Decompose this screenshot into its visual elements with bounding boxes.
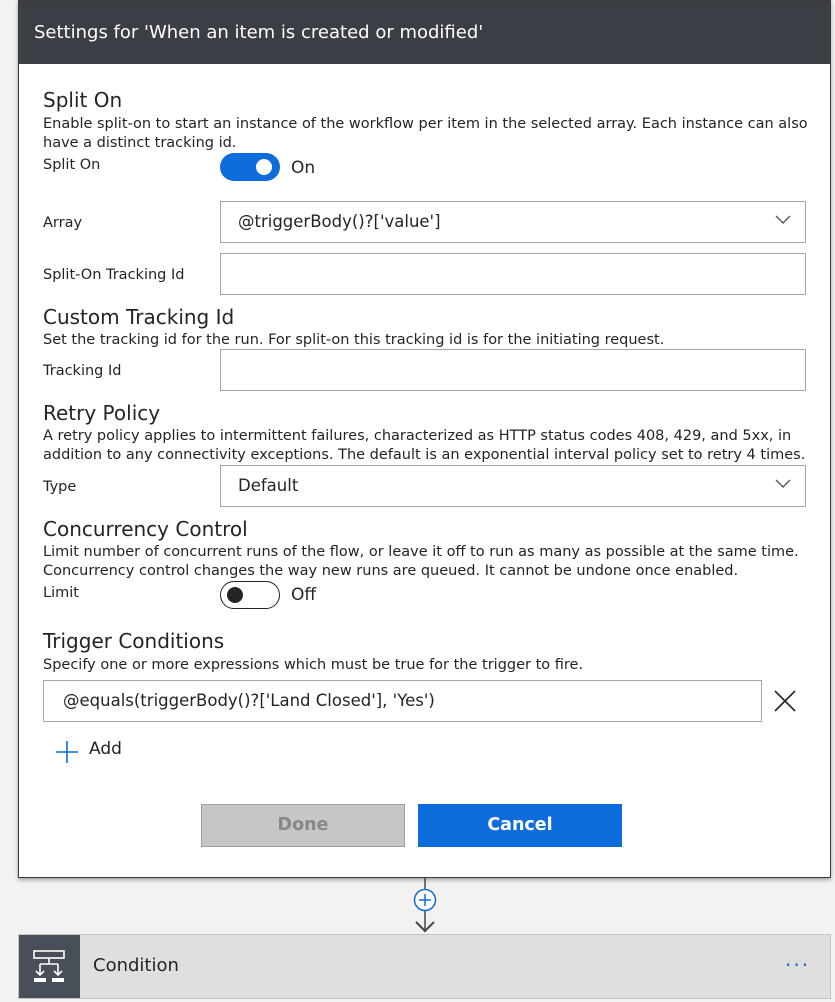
retry-type-value: Default <box>238 476 299 495</box>
toggle-knob <box>227 587 243 603</box>
plus-icon <box>55 740 79 764</box>
tracking-id-input[interactable] <box>220 349 806 391</box>
split-on-heading: Split On <box>43 88 123 112</box>
chevron-down-icon <box>775 215 791 225</box>
trigger-condition-value: @equals(triggerBody()?['Land Closed'], 'Yes') <box>63 691 435 710</box>
retry-type-dropdown[interactable] <box>220 465 806 507</box>
trigger-condition-input[interactable] <box>43 680 762 722</box>
tracking-id-label: Tracking Id <box>43 363 122 379</box>
done-button[interactable]: Done <box>201 804 405 847</box>
retry-policy-heading: Retry Policy <box>43 401 161 425</box>
custom-tracking-heading: Custom Tracking Id <box>43 305 235 329</box>
settings-panel <box>18 0 831 878</box>
cancel-button[interactable]: Cancel <box>418 804 622 847</box>
trigger-conditions-description: Specify one or more expressions which must be true for the trigger to fire. <box>43 657 584 673</box>
insert-step-connector[interactable] <box>410 878 440 936</box>
condition-branch-icon <box>19 935 80 998</box>
close-icon[interactable] <box>773 689 797 713</box>
split-on-toggle-label: Split On <box>43 157 101 173</box>
toggle-knob <box>256 159 272 175</box>
concurrency-heading: Concurrency Control <box>43 517 248 541</box>
condition-icon <box>19 935 80 998</box>
panel-header: Settings for 'When an item is created or modified' <box>19 1 830 64</box>
limit-toggle[interactable] <box>220 581 280 609</box>
limit-toggle-state: Off <box>291 585 317 605</box>
array-value: @triggerBody()?['value'] <box>238 212 441 231</box>
add-condition-label: Add <box>89 739 122 759</box>
condition-title: Condition <box>93 955 179 976</box>
split-on-toggle[interactable] <box>220 153 280 181</box>
array-dropdown[interactable] <box>220 201 806 243</box>
split-on-description: Enable split-on to start an instance of the workflow per item in the selected array. Each instance can also have a distinct tracking id. <box>43 116 808 151</box>
custom-tracking-description: Set the tracking id for the run. For split-on this tracking id is for the initiating request. <box>43 332 665 348</box>
more-options-icon[interactable]: ··· <box>785 953 811 977</box>
chevron-down-icon <box>775 479 791 489</box>
split-on-tracking-label: Split-On Tracking Id <box>43 267 185 283</box>
array-label: Array <box>43 215 83 231</box>
split-on-tracking-input[interactable] <box>220 253 806 295</box>
split-on-toggle-state: On <box>291 158 316 178</box>
limit-label: Limit <box>43 585 79 601</box>
trigger-conditions-heading: Trigger Conditions <box>43 629 225 653</box>
concurrency-description: Limit number of concurrent runs of the flow, or leave it off to run as many as possible at the same time. Concurrency control changes the way new runs are queued. It cannot be undone once enabled. <box>43 544 799 579</box>
retry-type-label: Type <box>43 479 77 495</box>
condition-step-card[interactable] <box>18 934 831 999</box>
retry-policy-description: A retry policy applies to intermittent failures, characterized as HTTP status codes 408, 429, and 5xx, in addition to any connectivity exceptions. The default is an exponential interval policy set to retry 4 times. <box>43 428 806 463</box>
